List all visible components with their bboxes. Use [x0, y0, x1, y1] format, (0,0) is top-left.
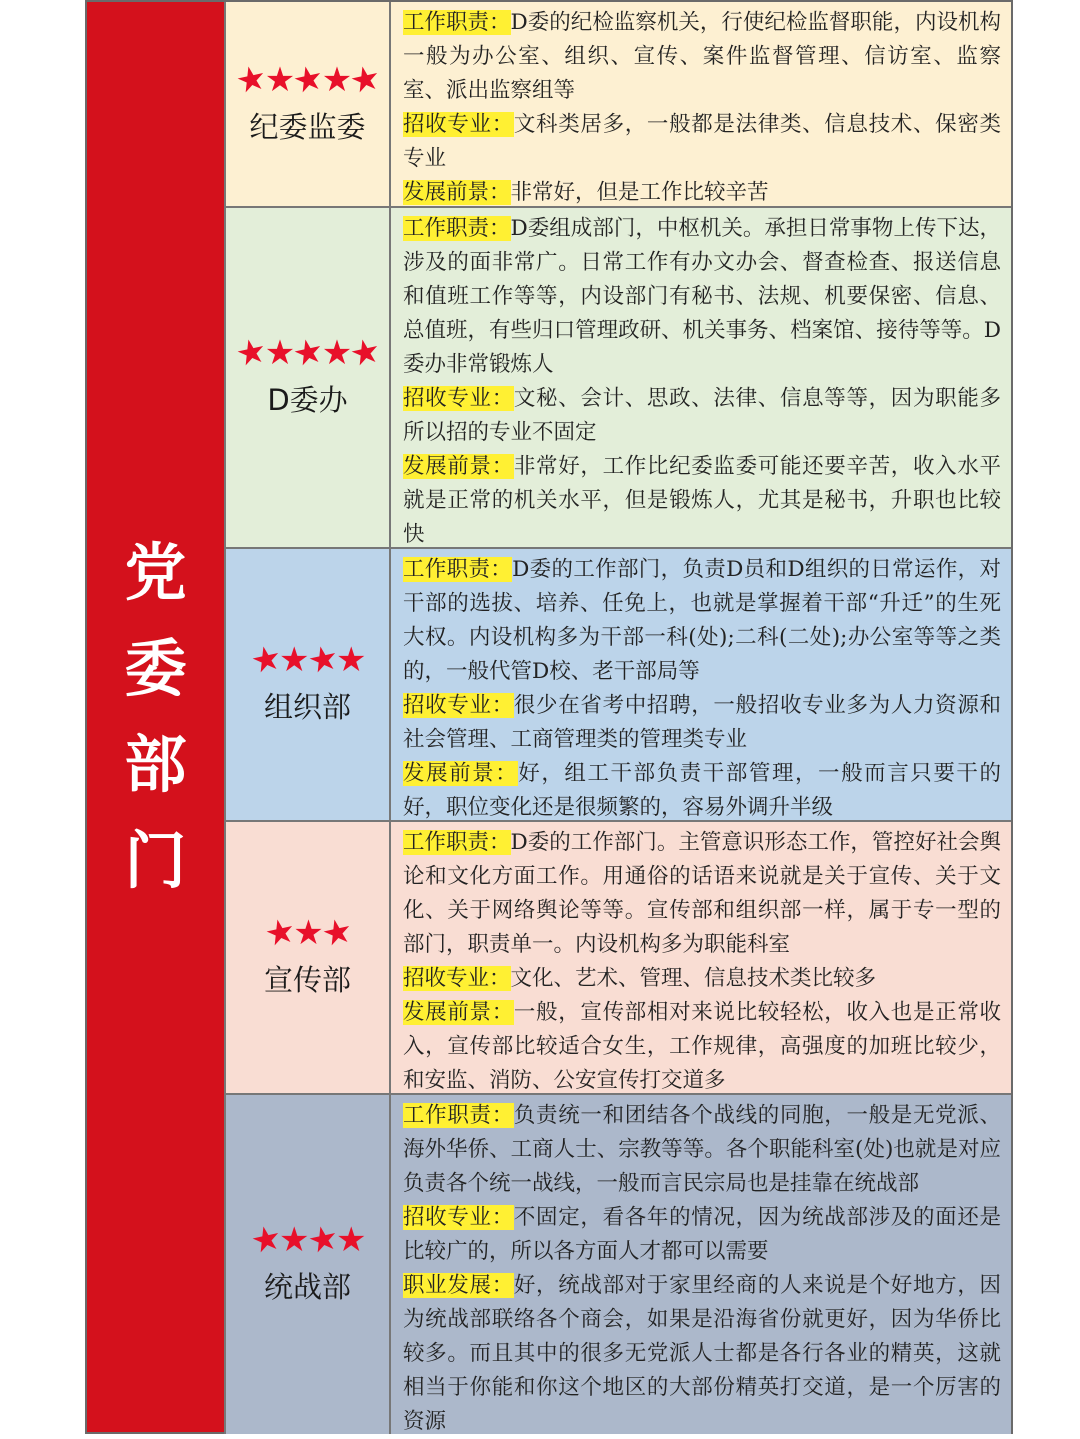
- star-icon: ★: [246, 1217, 283, 1263]
- prospect-label: 发展前景：: [403, 761, 519, 786]
- prospect-text: 好，组工干部负责干部管理，一般而言只要干的好，职位变化还是很频繁的，容易外调升半级: [403, 761, 1001, 820]
- major-label: 招收专业：: [403, 112, 514, 137]
- major-label: 招收专业：: [403, 1205, 514, 1230]
- dept-row-tongzhanbu: [224, 1095, 1011, 1434]
- dept-name: 纪委监委: [249, 109, 366, 144]
- major-label: 招收专业：: [403, 386, 514, 411]
- dept-name: 宣传部: [263, 963, 351, 997]
- dept-name-cell: [224, 822, 391, 1093]
- star-icon: ★: [279, 640, 308, 680]
- duty-text: D委组成部门，中枢机关。承担日常事物上传下达，涉及的面非常广。日常工作有办文办会、督查检查、报送信息和值班工作等等，内设部门有秘书、法规、机要保密、信息、总值班，有些归口管理政研、机关事务、档案馆、接待等等。D委办非常锻炼人: [403, 216, 1001, 377]
- star-icon: ★: [260, 910, 298, 956]
- rating-stars: [260, 910, 355, 956]
- duty-paragraph: [403, 553, 1001, 689]
- star-icon: ★: [289, 330, 326, 376]
- star-icon: ★: [264, 59, 294, 100]
- prospect-paragraph: [403, 450, 1001, 552]
- dept-row-dweiban: [224, 208, 1011, 549]
- prospect-label: 发展前景：: [403, 454, 514, 479]
- star-icon: ★: [232, 330, 269, 376]
- dept-row-xuanchuanbu: [224, 822, 1011, 1095]
- duty-paragraph: [403, 6, 1001, 108]
- star-icon: ★: [279, 1220, 308, 1260]
- major-label: 招收专业：: [403, 693, 514, 718]
- star-icon: ★: [303, 637, 340, 683]
- side-title-char: 部: [124, 728, 187, 801]
- major-text: 文化、艺术、管理、信息技术类比较多: [510, 966, 877, 991]
- star-icon: ★: [317, 910, 355, 956]
- star-icon: ★: [293, 913, 322, 953]
- rating-stars: [232, 330, 383, 376]
- prospect-text: 一般，宣传部相对来说比较轻松，收入也是正常收入，宣传部比较适合女生，工作规律，高强度的加班比较少，和安监、消防、公安宣传打交道多: [403, 1000, 1001, 1093]
- major-paragraph: [403, 689, 1001, 757]
- prospect-paragraph: [403, 996, 1001, 1098]
- major-paragraph: [403, 1201, 1001, 1269]
- duty-paragraph: [403, 212, 1001, 382]
- duty-label: 工作职责：: [403, 10, 511, 35]
- dept-name: 统战部: [263, 1270, 351, 1304]
- dept-name: 组织部: [263, 690, 351, 724]
- duty-paragraph: [403, 826, 1001, 962]
- prospect-paragraph: [403, 757, 1001, 825]
- star-icon: ★: [346, 56, 383, 103]
- rating-stars: [232, 56, 383, 103]
- star-icon: ★: [289, 56, 326, 103]
- duty-label: 工作职责：: [403, 1103, 514, 1128]
- star-icon: ★: [246, 637, 283, 683]
- career-label: 职业发展：: [403, 1273, 514, 1298]
- star-icon: ★: [232, 56, 269, 103]
- star-icon: ★: [303, 1217, 340, 1263]
- dept-name-cell: [224, 2, 391, 206]
- major-text: 很少在省考中招聘，一般招收专业多为人力资源和社会管理、工商管理类的管理类专业: [403, 693, 1001, 752]
- rating-stars: [246, 1217, 365, 1263]
- major-text: 文科类居多，一般都是法律类、信息技术、保密类专业: [403, 112, 1001, 171]
- rating-stars: [246, 637, 365, 683]
- prospect-paragraph: [403, 176, 1001, 210]
- star-icon: ★: [335, 640, 365, 680]
- duty-label: 工作职责：: [403, 557, 513, 582]
- prospect-text: 非常好，工作比纪委监委可能还要辛苦，收入水平就是正常的机关水平，但是锻炼人，尤其是秘书，升职也比较快: [403, 454, 1001, 547]
- side-title-char: 门: [124, 824, 187, 897]
- major-text: 不固定，看各年的情况，因为统战部涉及的面还是比较广的，所以各方面人才都可以需要: [403, 1205, 1001, 1264]
- duty-text: D委的工作部门，负责D员和D组织的日常运作，对干部的选拔、培养、任免上，也就是掌握着干部“升迁”的生死大权。内设机构多为干部一科(处);二科(二处);办公室等等之类的，一般代管D校、老干部局等: [403, 557, 1001, 684]
- major-paragraph: [403, 382, 1001, 450]
- dept-name-cell: [224, 549, 391, 820]
- dept-description: [391, 2, 1011, 206]
- duty-label: 工作职责：: [403, 216, 511, 241]
- dept-name-cell: [224, 208, 391, 547]
- duty-text: 负责统一和团结各个战线的同胞，一般是无党派、海外华侨、工商人士、宗教等等。各个职能科室(处)也就是对应负责各个统一战线，一般而言民宗局也是挂靠在统战部: [403, 1103, 1001, 1196]
- dept-row-jiwei: [224, 2, 1011, 208]
- dept-row-zuzhibu: [224, 549, 1011, 822]
- duty-text: D委的纪检监察机关，行使纪检监督职能，内设机构一般为办公室、组织、宣传、案件监督管理、信访室、监察室、派出监察组等: [403, 10, 1001, 103]
- side-title-char: 委: [124, 632, 187, 705]
- duty-paragraph: [403, 1099, 1001, 1201]
- prospect-label: 发展前景：: [403, 180, 511, 205]
- career-paragraph: [403, 1269, 1001, 1439]
- star-icon: ★: [321, 59, 351, 100]
- star-icon: ★: [321, 333, 351, 373]
- dept-description: [391, 549, 1011, 820]
- dept-name: D委办: [267, 383, 348, 417]
- dept-description: [391, 1095, 1011, 1434]
- major-text: 文秘、会计、思政、法律、信息等等，因为职能多所以招的专业不固定: [403, 386, 1001, 445]
- career-text: 好，统战部对于家里经商的人来说是个好地方，因为统战部联络各个商会，如果是沿海省份就更好，因为华侨比较多。而且其中的很多无党派人士都是各行各业的精英，这就相当于你能和你这个地区的大部份精英打交道，是一个厉害的资源: [403, 1273, 1001, 1434]
- side-title-panel: [87, 2, 224, 1432]
- major-paragraph: [403, 962, 1001, 996]
- duty-text: D委的工作部门。主管意识形态工作，管控好社会舆论和文化方面工作。用通俗的话语来说就是关于宣传、关于文化、关于网络舆论等等。宣传部和组织部一样，属于专一型的部门，职责单一。内设机构多为职能科室: [403, 830, 1001, 957]
- star-icon: ★: [346, 330, 383, 376]
- dept-description: [391, 208, 1011, 547]
- star-icon: ★: [335, 1220, 365, 1260]
- side-title-char: 党: [124, 536, 187, 609]
- dept-name-cell: [224, 1095, 391, 1434]
- prospect-text: 非常好，但是工作比较辛苦: [510, 180, 769, 205]
- prospect-label: 发展前景：: [403, 1000, 514, 1025]
- dept-description: [391, 822, 1011, 1093]
- department-table: [85, 0, 1013, 1434]
- duty-label: 工作职责：: [403, 830, 511, 855]
- major-paragraph: [403, 108, 1001, 176]
- major-label: 招收专业：: [403, 966, 511, 991]
- star-icon: ★: [264, 333, 294, 373]
